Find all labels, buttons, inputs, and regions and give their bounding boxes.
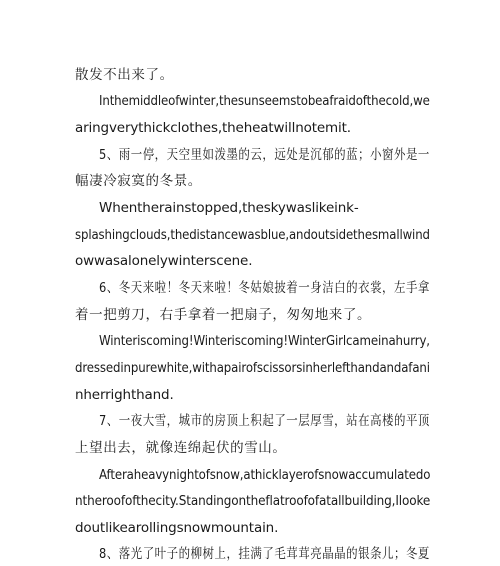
text-line: Afteraheavynightofsnow,athicklayerofsnowaccumulatedo xyxy=(99,467,431,483)
text-line: doutlikearollingsnowmountain. xyxy=(75,520,279,536)
text-line: nherrighthand. xyxy=(75,387,174,403)
text-line: owwasalonelywinterscene. xyxy=(75,253,253,269)
text-line: 幅凄冷寂寞的冬景。 xyxy=(75,173,202,189)
text-line: 上望出去，就像连绵起伏的雪山。 xyxy=(75,440,287,456)
text-line: ntheroofofthecity.Standingontheflatroofofatallbuilding,Ilooke xyxy=(75,493,431,509)
text-line: 着一把剪刀，右手拿着一把扇子，匆匆地来了。 xyxy=(75,307,372,323)
text-line: 5、雨一停，天空里如泼墨的云，远处是沉郁的蓝；小窗外是一 xyxy=(99,147,430,163)
text-line: 6、冬天来啦！冬天来啦！冬姑娘披着一身洁白的衣裳，左手拿 xyxy=(99,280,430,296)
text-line: 8、落光了叶子的柳树上，挂满了毛茸茸亮晶晶的银条儿；冬夏 xyxy=(99,546,430,562)
text-line: 散发不出来了。 xyxy=(75,67,174,83)
text-line: Inthemiddleofwinter,thesunseemstobeafraidofthecold,we xyxy=(99,93,430,109)
text-line: 7、一夜大雪，城市的房顶上积起了一层厚雪，站在高楼的平顶 xyxy=(99,413,430,429)
text-line: aringverythickclothes,theheatwillnotemit. xyxy=(75,120,351,136)
text-line: splashingclouds,thedistancewasblue,andoutsidethesmallwind xyxy=(75,227,430,243)
text-line: dressedinpurewhite,withapairofscissorsinherlefthandandafani xyxy=(75,360,430,376)
text-line: Winteriscoming!Winteriscoming!WinterGirlcameinahurry, xyxy=(99,333,430,349)
text-line: Whentherainstopped,theskywaslikeink- xyxy=(99,200,359,216)
